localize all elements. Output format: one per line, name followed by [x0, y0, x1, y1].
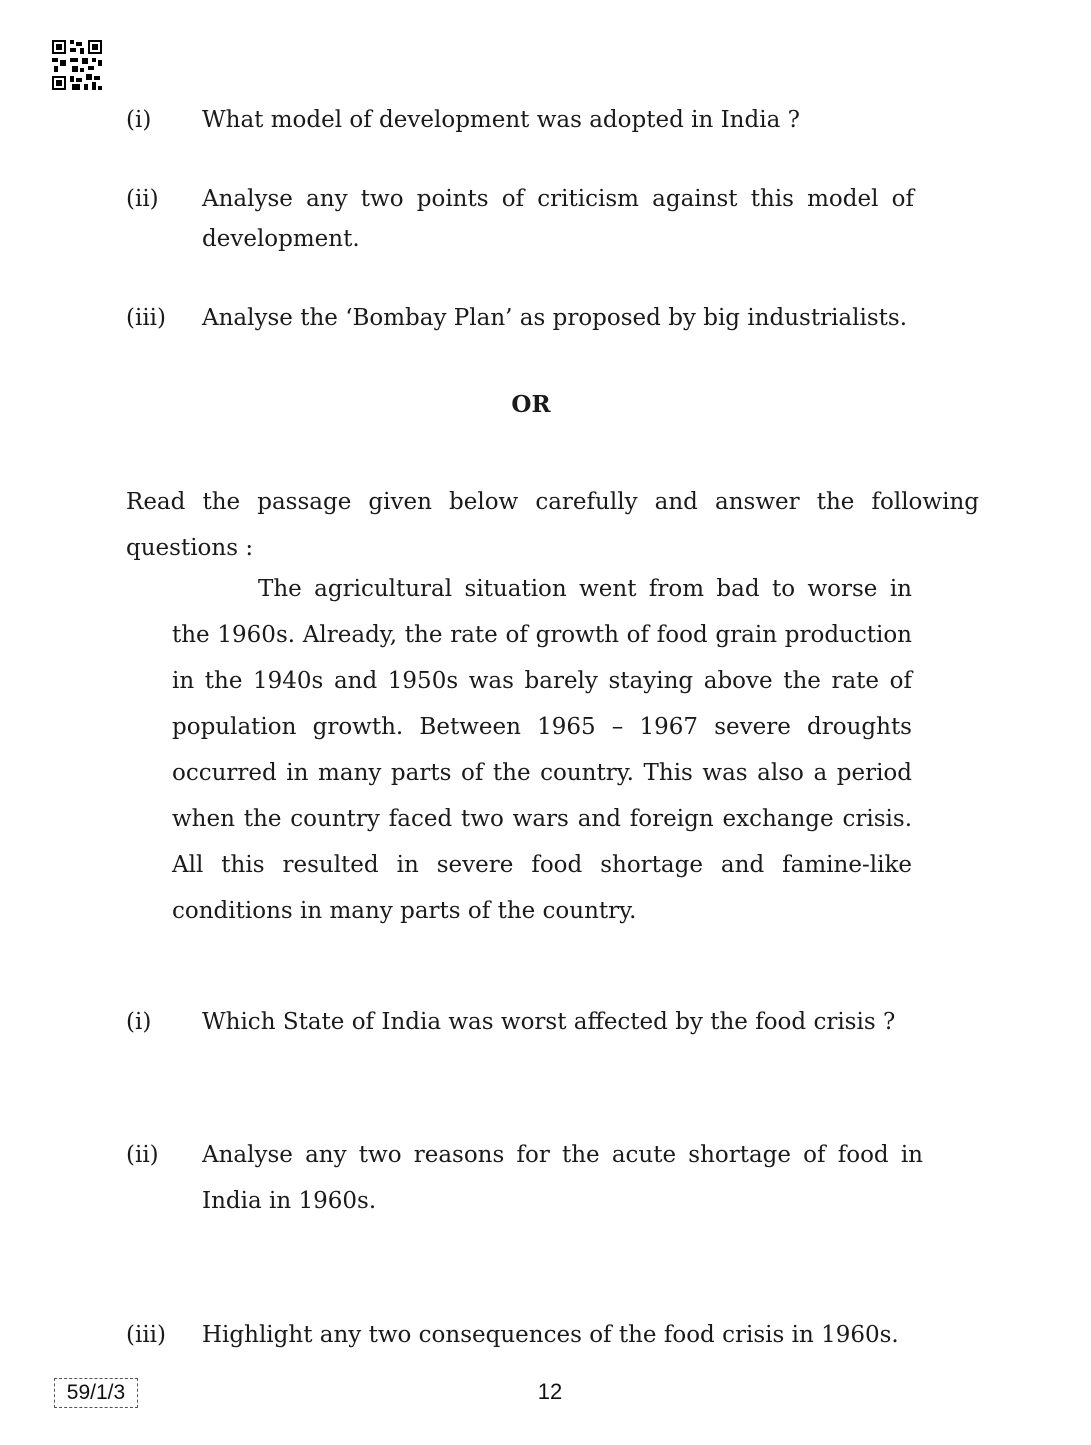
- question-text: Highlight any two consequences of the food crisis in 1960s.: [202, 1322, 899, 1348]
- qr-code-icon: [52, 40, 102, 90]
- question-number: (ii): [126, 1142, 159, 1168]
- question-number: (iii): [126, 305, 167, 331]
- or-separator: OR: [511, 391, 551, 418]
- question-text: Analyse the ‘Bombay Plan’ as proposed by big industrialists.: [202, 305, 908, 331]
- question-number: (iii): [126, 1322, 167, 1348]
- passage-instruction: Read the passage given below carefully and answer the following questions :: [126, 489, 979, 561]
- question-number: (ii): [126, 186, 159, 212]
- paper-code: 59/1/3: [54, 1378, 138, 1408]
- question-text: What model of development was adopted in India ?: [202, 107, 800, 133]
- question-number: (i): [126, 1009, 152, 1035]
- question-number: (i): [126, 107, 152, 133]
- question-text: Which State of India was worst affected by the food crisis ?: [202, 1009, 896, 1035]
- page-number: 12: [537, 1379, 563, 1404]
- passage-text: The agricultural situation went from bad to worse in the 1960s. Already, the rate of growth of food grain production in the 1940s and 1950s was barely staying above the rate of population growth. Between 1965 – 1967 severe droughts occurred in many parts of the country. This was also a period when the country faced two wars and foreign exchange crisis. All this resulted in severe food shortage and famine-like conditions in many parts of the country.: [172, 576, 912, 924]
- question-text: Analyse any two points of criticism against this model of development.: [202, 186, 914, 252]
- question-text: Analyse any two reasons for the acute shortage of food in India in 1960s.: [202, 1142, 923, 1214]
